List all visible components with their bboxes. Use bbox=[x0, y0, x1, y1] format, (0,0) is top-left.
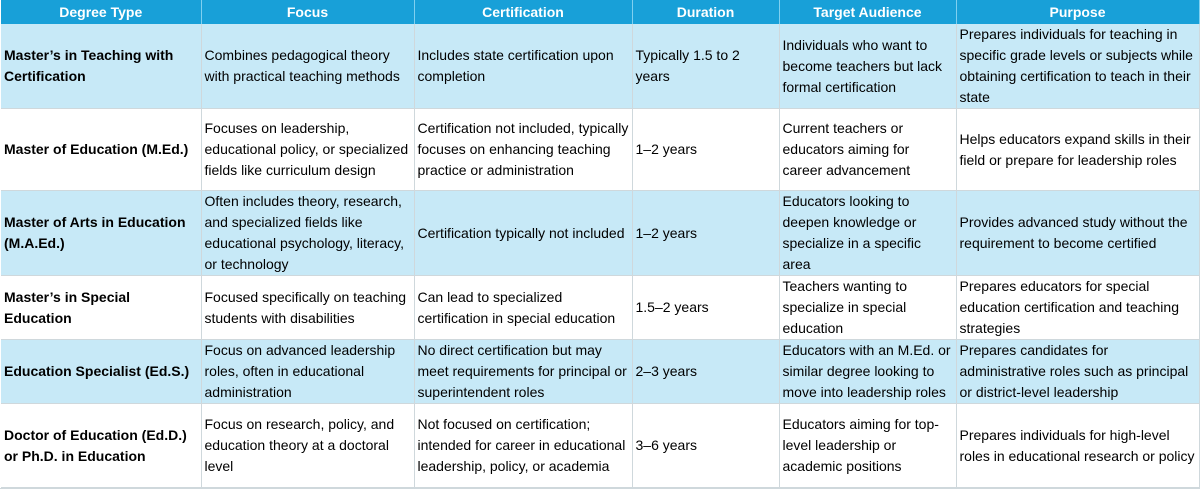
header-row bbox=[1, 0, 1199, 24]
cell-target-audience[interactable]: Current teachers or educators aiming for career advancement bbox=[779, 109, 956, 191]
cell-duration[interactable]: 1–2 years bbox=[632, 109, 779, 191]
cell-purpose[interactable]: Provides advanced study without the requirement to become certified bbox=[956, 191, 1199, 276]
table-row bbox=[1, 340, 1199, 404]
degree-comparison-table bbox=[1, 0, 1200, 488]
cell-purpose[interactable]: Prepares individuals for high-level roles in educational research or policy bbox=[956, 404, 1199, 488]
table-row bbox=[1, 191, 1199, 276]
table-row bbox=[1, 276, 1199, 340]
cell-duration[interactable]: 1.5–2 years bbox=[632, 276, 779, 340]
cell-focus[interactable]: Focused specifically on teaching students with disabilities bbox=[201, 276, 414, 340]
cell-certification[interactable]: Includes state certification upon completion bbox=[414, 24, 632, 109]
cell-degree-type[interactable]: Education Specialist (Ed.S.) bbox=[1, 340, 201, 404]
cell-target-audience[interactable]: Educators with an M.Ed. or similar degree looking to move into leadership roles bbox=[779, 340, 956, 404]
cell-purpose[interactable]: Prepares individuals for teaching in specific grade levels or subjects while obtaining certification to teach in their state bbox=[956, 24, 1199, 109]
cell-certification[interactable]: Can lead to specialized certification in special education bbox=[414, 276, 632, 340]
cell-degree-type[interactable]: Master’s in Special Education bbox=[1, 276, 201, 340]
header-degree-type: Degree Type bbox=[1, 0, 201, 24]
cell-target-audience[interactable]: Teachers wanting to specialize in special education bbox=[779, 276, 956, 340]
cell-duration[interactable]: Typically 1.5 to 2 years bbox=[632, 24, 779, 109]
cell-focus[interactable]: Combines pedagogical theory with practical teaching methods bbox=[201, 24, 414, 109]
table-row bbox=[1, 109, 1199, 191]
header-target-audience: Target Audience bbox=[779, 0, 956, 24]
cell-degree-type[interactable]: Master of Education (M.Ed.) bbox=[1, 109, 201, 191]
header-focus: Focus bbox=[201, 0, 414, 24]
cell-target-audience[interactable]: Educators looking to deepen knowledge or specialize in a specific area bbox=[779, 191, 956, 276]
cell-certification[interactable]: No direct certification but may meet requirements for principal or superintendent roles bbox=[414, 340, 632, 404]
table-row bbox=[1, 24, 1199, 109]
cell-duration[interactable]: 2–3 years bbox=[632, 340, 779, 404]
cell-certification[interactable]: Certification not included, typically focuses on enhancing teaching practice or administration bbox=[414, 109, 632, 191]
cell-purpose[interactable]: Helps educators expand skills in their field or prepare for leadership roles bbox=[956, 109, 1199, 191]
cell-degree-type[interactable]: Master’s in Teaching with Certification bbox=[1, 24, 201, 109]
table-row bbox=[1, 404, 1199, 488]
cell-degree-type[interactable]: Master of Arts in Education (M.A.Ed.) bbox=[1, 191, 201, 276]
header-purpose: Purpose bbox=[956, 0, 1199, 24]
cell-duration[interactable]: 3–6 years bbox=[632, 404, 779, 488]
cell-degree-type[interactable]: Doctor of Education (Ed.D.) or Ph.D. in Education bbox=[1, 404, 201, 488]
cell-focus[interactable]: Focus on research, policy, and education theory at a doctoral level bbox=[201, 404, 414, 488]
header-certification: Certification bbox=[414, 0, 632, 24]
cell-focus[interactable]: Focuses on leadership, educational policy, or specialized fields like curriculum design bbox=[201, 109, 414, 191]
cell-certification[interactable]: Certification typically not included bbox=[414, 191, 632, 276]
cell-target-audience[interactable]: Educators aiming for top-level leadership or academic positions bbox=[779, 404, 956, 488]
cell-duration[interactable]: 1–2 years bbox=[632, 191, 779, 276]
header-duration: Duration bbox=[632, 0, 779, 24]
cell-focus[interactable]: Focus on advanced leadership roles, often in educational administration bbox=[201, 340, 414, 404]
cell-purpose[interactable]: Prepares educators for special education certification and teaching strategies bbox=[956, 276, 1199, 340]
cell-focus[interactable]: Often includes theory, research, and specialized fields like educational psychology, literacy, or technology bbox=[201, 191, 414, 276]
cell-target-audience[interactable]: Individuals who want to become teachers but lack formal certification bbox=[779, 24, 956, 109]
table-bottom-gridline bbox=[0, 488, 1200, 497]
cell-certification[interactable]: Not focused on certification; intended for career in educational leadership, policy, or academia bbox=[414, 404, 632, 488]
cell-purpose[interactable]: Prepares candidates for administrative roles such as principal or district-level leadership bbox=[956, 340, 1199, 404]
